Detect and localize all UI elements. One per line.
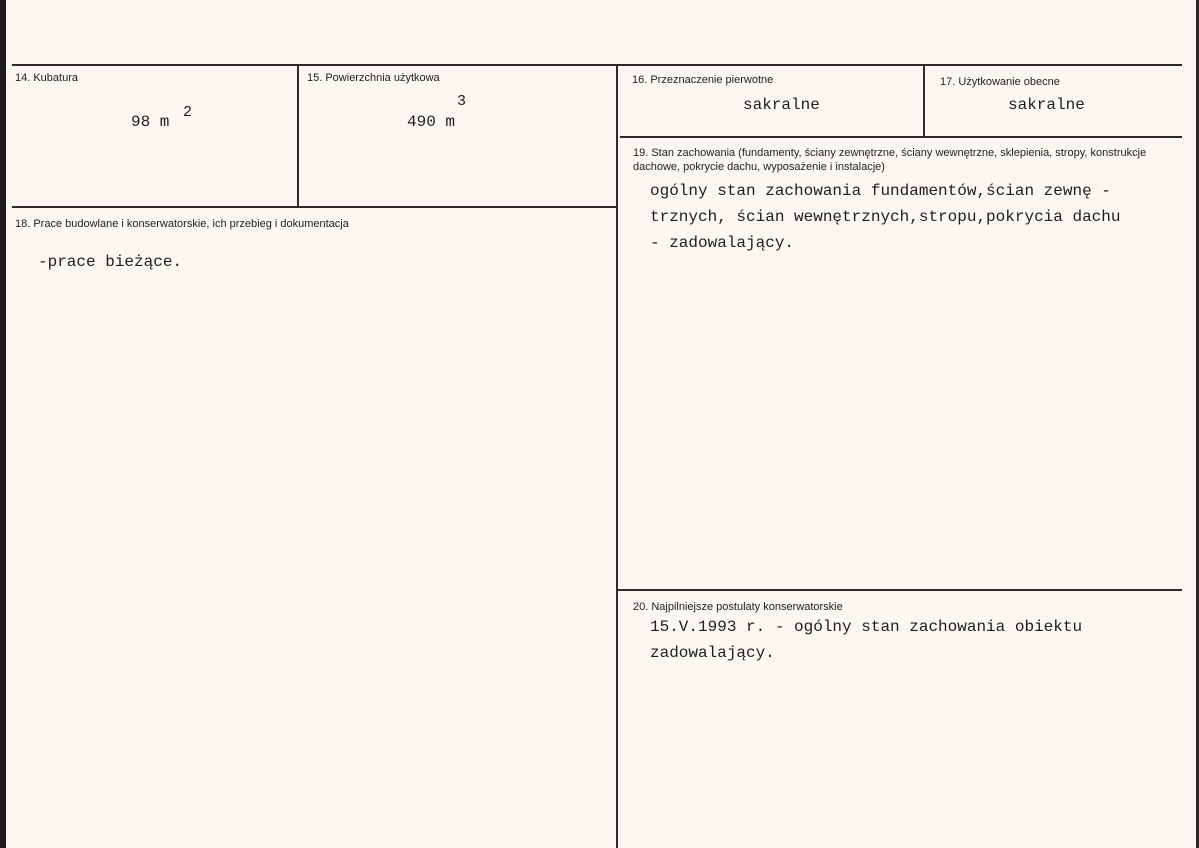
top-rule — [12, 64, 1182, 66]
stan-line: ogólny stan zachowania fundamentów,ścian zewnę - — [650, 182, 1111, 200]
kubatura-value: 98 m — [131, 113, 170, 131]
przeznaczenie-label: 16. Przeznaczenie pierwotne — [632, 74, 774, 86]
prace-label: 18. Prace budowlane i konserwatorskie, ich przebieg i dokumentacja — [15, 218, 349, 230]
przeznaczenie-value: sakralne — [743, 96, 820, 114]
postulaty-label: 20. Najpilniejsze postulaty konserwatorskie — [633, 601, 843, 613]
divider-main — [616, 64, 618, 848]
divider-16-17 — [923, 64, 925, 137]
card-left-edge — [0, 0, 6, 848]
rule-19-bottom — [618, 589, 1182, 591]
powierzchnia-superscript: 3 — [457, 93, 467, 110]
prace-value: -prace bieżące. — [38, 253, 183, 271]
kubatura-label: 14. Kubatura — [15, 72, 78, 84]
rule-16-17-bottom — [620, 136, 1182, 138]
postulaty-line: 15.V.1993 r. - ogólny stan zachowania obiektu — [650, 618, 1083, 636]
powierzchnia-value: 490 m — [407, 113, 456, 131]
kubatura-superscript: 2 — [183, 104, 193, 121]
uzytkowanie-value: sakralne — [1008, 96, 1085, 114]
uzytkowanie-label: 17. Użytkowanie obecne — [940, 76, 1060, 88]
stan-label: 19. Stan zachowania (fundamenty, ściany zewnętrzne, ściany wewnętrzne, sklepienia, stropy, konstrukcje dachowe, pokrycie dachu, wyposażenie i instalacje) — [633, 147, 1147, 173]
stan-line: trznych, ścian wewnętrznych,stropu,pokrycia dachu — [650, 208, 1121, 226]
divider-14-15 — [297, 64, 299, 207]
postulaty-line: zadowalający. — [650, 644, 775, 662]
postulaty-text — [650, 614, 1082, 666]
stan-line: - zadowalający. — [650, 234, 795, 252]
stan-text — [650, 178, 1120, 256]
powierzchnia-label: 15. Powierzchnia użytkowa — [307, 72, 440, 84]
rule-14-15-bottom — [12, 206, 618, 208]
